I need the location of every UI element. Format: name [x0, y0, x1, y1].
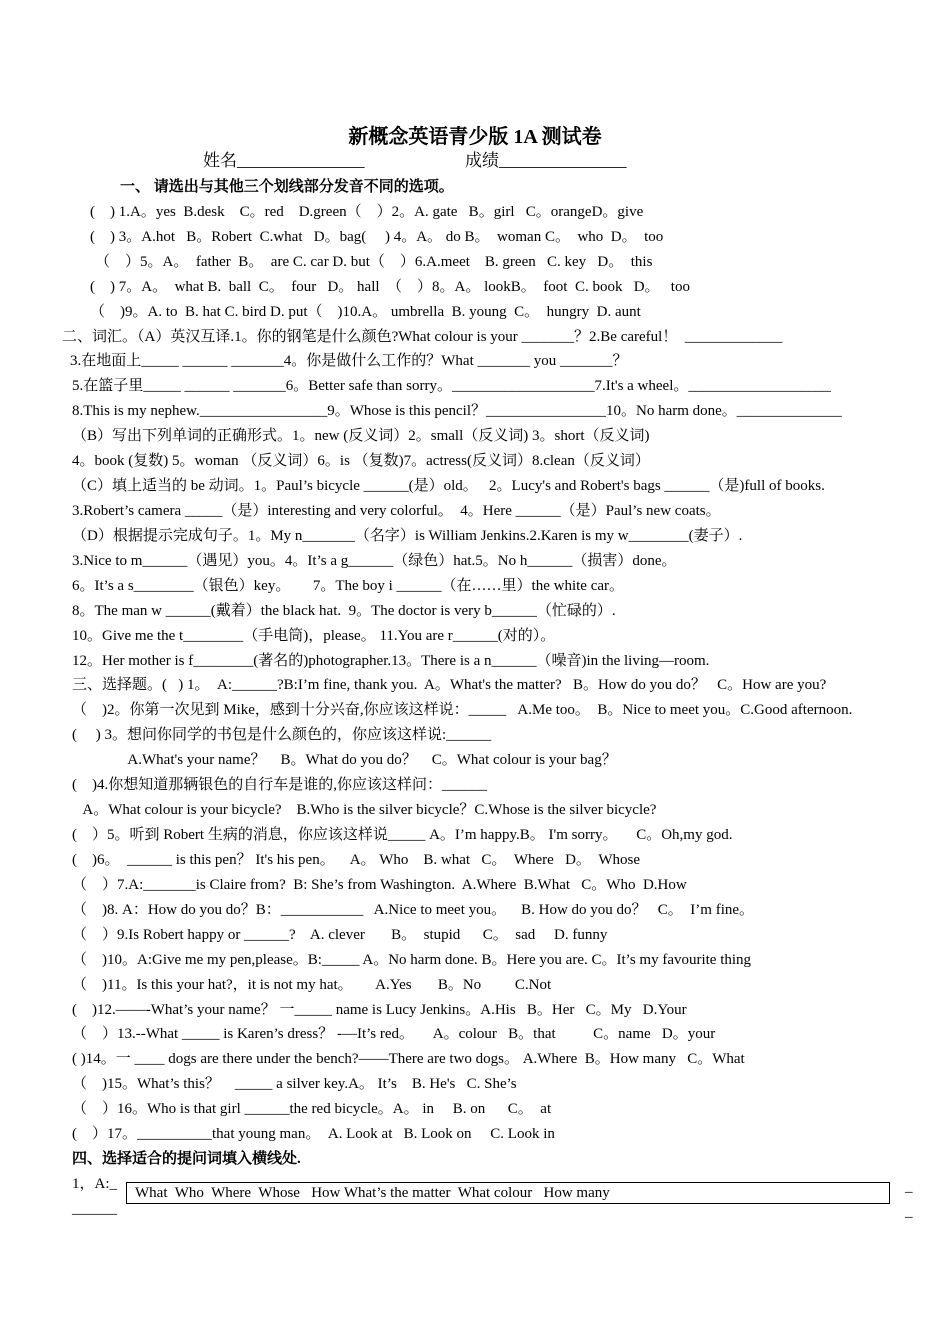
choice-line: （ ）13.--What _____ is Karen’s dress？ -—It’s red。 A。colour B。that C。name D。your: [72, 1026, 716, 1042]
choice-line: ( )4.你想知道那辆银色的自行车是谁的,你应该这样问：______: [72, 777, 487, 793]
choice-line: A.What's your name？ B。What do you do？ C。What colour is your bag？: [72, 752, 617, 768]
choice-line: （ ）7.A:_______is Claire from? B: She’s from Washington. A.Where B.What C。Who D.How: [72, 877, 687, 893]
vocab-line: 6。It’s a s________（银色）key。 7。The boy i ______（在……里）the white car。: [72, 578, 625, 594]
phonics-line: （ )9。A. to B. hat C. bird D. put（ )10.A。 umbrella B. young C。 hungry D. aunt: [90, 304, 641, 320]
vocab-line: 3.Robert’s camera _____（是）interesting and very colorful。 4。Here ______（是）Paul’s new coats。: [72, 503, 721, 519]
vocab-d-heading: （D）根据提示完成句子。1。My n_______（名字）is William Jenkins.2.Karen is my w________(妻子）.: [72, 528, 743, 544]
choice-line: （ )2。你第一次见到 Mike，感到十分兴奋,你应该这样说：_____ A.Me too。 B。Nice to meet you。C.Good afternoon.: [72, 702, 853, 718]
choice-line: ( )12.——-What’s your name？ 一_____ name is Lucy Jenkins。A.His B。Her C。My D.Your: [72, 1002, 687, 1018]
vocab-line: 10。Give me the t________（手电筒)，please。 11.You are r______(对的）。: [72, 628, 556, 644]
vocab-line: 3.在地面上_____ ______ _______4。你是做什么工作的？What _______ you _______？: [70, 353, 628, 369]
choice-line: ( ）5。听到 Robert 生病的消息，你应该这样说_____ A。I’m happy.B。 I'm sorry。 C。Oh,my god.: [72, 827, 733, 843]
q4-item-blank: ______: [72, 1201, 117, 1217]
section-2-heading: 二、词汇。（A）英汉互译.1。你的钢笔是什么颜色?What colour is your _______？2.Be careful！ _____________: [62, 329, 783, 345]
choice-line: ( )14。一 ____ dogs are there under the bench?——There are two dogs。 A.Where B。How many C。What: [72, 1051, 745, 1067]
choice-line: （ ）9.Is Robert happy or ______? A. clever B。 stupid C。 sad D. funny: [72, 927, 608, 943]
phonics-line: ( ) 3。A.hot B。Robert C.what D。bag( ) 4。A。 do B。 woman C。 who D。 too: [90, 229, 664, 245]
vocab-line: 5.在篮子里_____ ______ _______6。Better safe than sorry。___________________7.It's a wheel。___________________: [72, 378, 831, 394]
vocab-line: 8。The man w ______(戴着）the black hat. 9。The doctor is very b______（忙碌的）.: [72, 603, 616, 619]
phonics-line: （ ）5。A。 father B。 are C. car D. but（ ）6.A.meet B. green C. key D。 this: [95, 254, 653, 270]
word-bank-box: What Who Where Whose How What’s the matter What colour How many: [126, 1182, 890, 1204]
choice-line: ( )6。 ______ is this pen？ It's his pen。 A。 Who B. what C。 Where D。 Whose: [72, 852, 641, 868]
choice-line: ( ）17。__________that young man。 A. Look at B. Look on C. Look in: [72, 1126, 555, 1142]
choice-line: （ )11。Is this your hat?，it is not my hat。 A.Yes B。No C.Not: [72, 977, 552, 993]
choice-line: ( ) 3。想问你同学的书包是什么颜色的，你应该这样说:______: [72, 727, 492, 743]
choice-line: （ )10。A:Give me my pen,please。B:_____ A。No harm done. B。Here you are. C。It’s my favourite thing: [72, 952, 752, 968]
page-title: 新概念英语青少版 1A 测试卷: [348, 126, 602, 148]
vocab-line: 4。book (复数) 5。woman （反义词）6。is （复数)7。actress(反义词）8.clean（反义词）: [72, 453, 650, 469]
q4-item-1: 1，A:_: [72, 1176, 118, 1192]
phonics-line: ( ) 7。A。 what B. ball C。 four D。 hall （ ）8。A。 lookB。 foot C. book D。 too: [90, 279, 690, 295]
choice-line: A。What colour is your bicycle? B.Who is the silver bicycle？C.Whose is the silver bicycle?: [72, 802, 657, 818]
choice-line: （ )15。What’s this？ _____ a silver key.A。 It’s B. He's C. She’s: [72, 1076, 517, 1092]
right-blank-mark: _: [905, 1204, 913, 1220]
score-field: 成绩_______________: [465, 151, 627, 170]
section-1-heading: 一、 请选出与其他三个划线部分发音不同的选项。: [120, 179, 454, 195]
right-blank-mark: _: [905, 1179, 913, 1195]
phonics-line: ( ) 1.A。yes B.desk C。red D.green（ ）2。A. gate B。girl C。orangeD。give: [90, 204, 644, 220]
vocab-line: 8.This is my nephew._________________9。Whose is this pencil？________________10。No harm done。______________: [72, 403, 842, 419]
vocab-c-heading: （C）填上适当的 be 动词。1。Paul’s bicycle ______(是）old。 2。Lucy's and Robert's bags ______（是)full of books.: [72, 478, 825, 494]
section-4-heading: 四、选择适合的提问词填入横线处.: [72, 1151, 301, 1167]
section-3-heading: 三、选择题。( ) 1。 A:______?B:I’m fine, thank you. A。What's the matter? B。How do you do？ C。How are you?: [72, 677, 827, 693]
choice-line: （ ）16。Who is that girl ______the red bicycle。A。 in B. on C。 at: [72, 1101, 552, 1117]
choice-line: （ )8. A：How do you do？B：___________ A.Nice to meet you。 B. How do you do？ C。 I’m fine。: [72, 902, 755, 918]
vocab-line: 3.Nice to m______（遇见）you。4。It’s a g______（绿色）hat.5。No h______（损害）done。: [72, 553, 677, 569]
vocab-line: 12。Her mother is f________(著名的)photographer.13。There is a n______（噪音)in the living—room.: [72, 653, 710, 669]
name-field: 姓名_______________: [203, 151, 365, 170]
vocab-b-heading: （B）写出下列单词的正确形式。1。new (反义词）2。small（反义词) 3。short（反义词): [72, 428, 650, 444]
